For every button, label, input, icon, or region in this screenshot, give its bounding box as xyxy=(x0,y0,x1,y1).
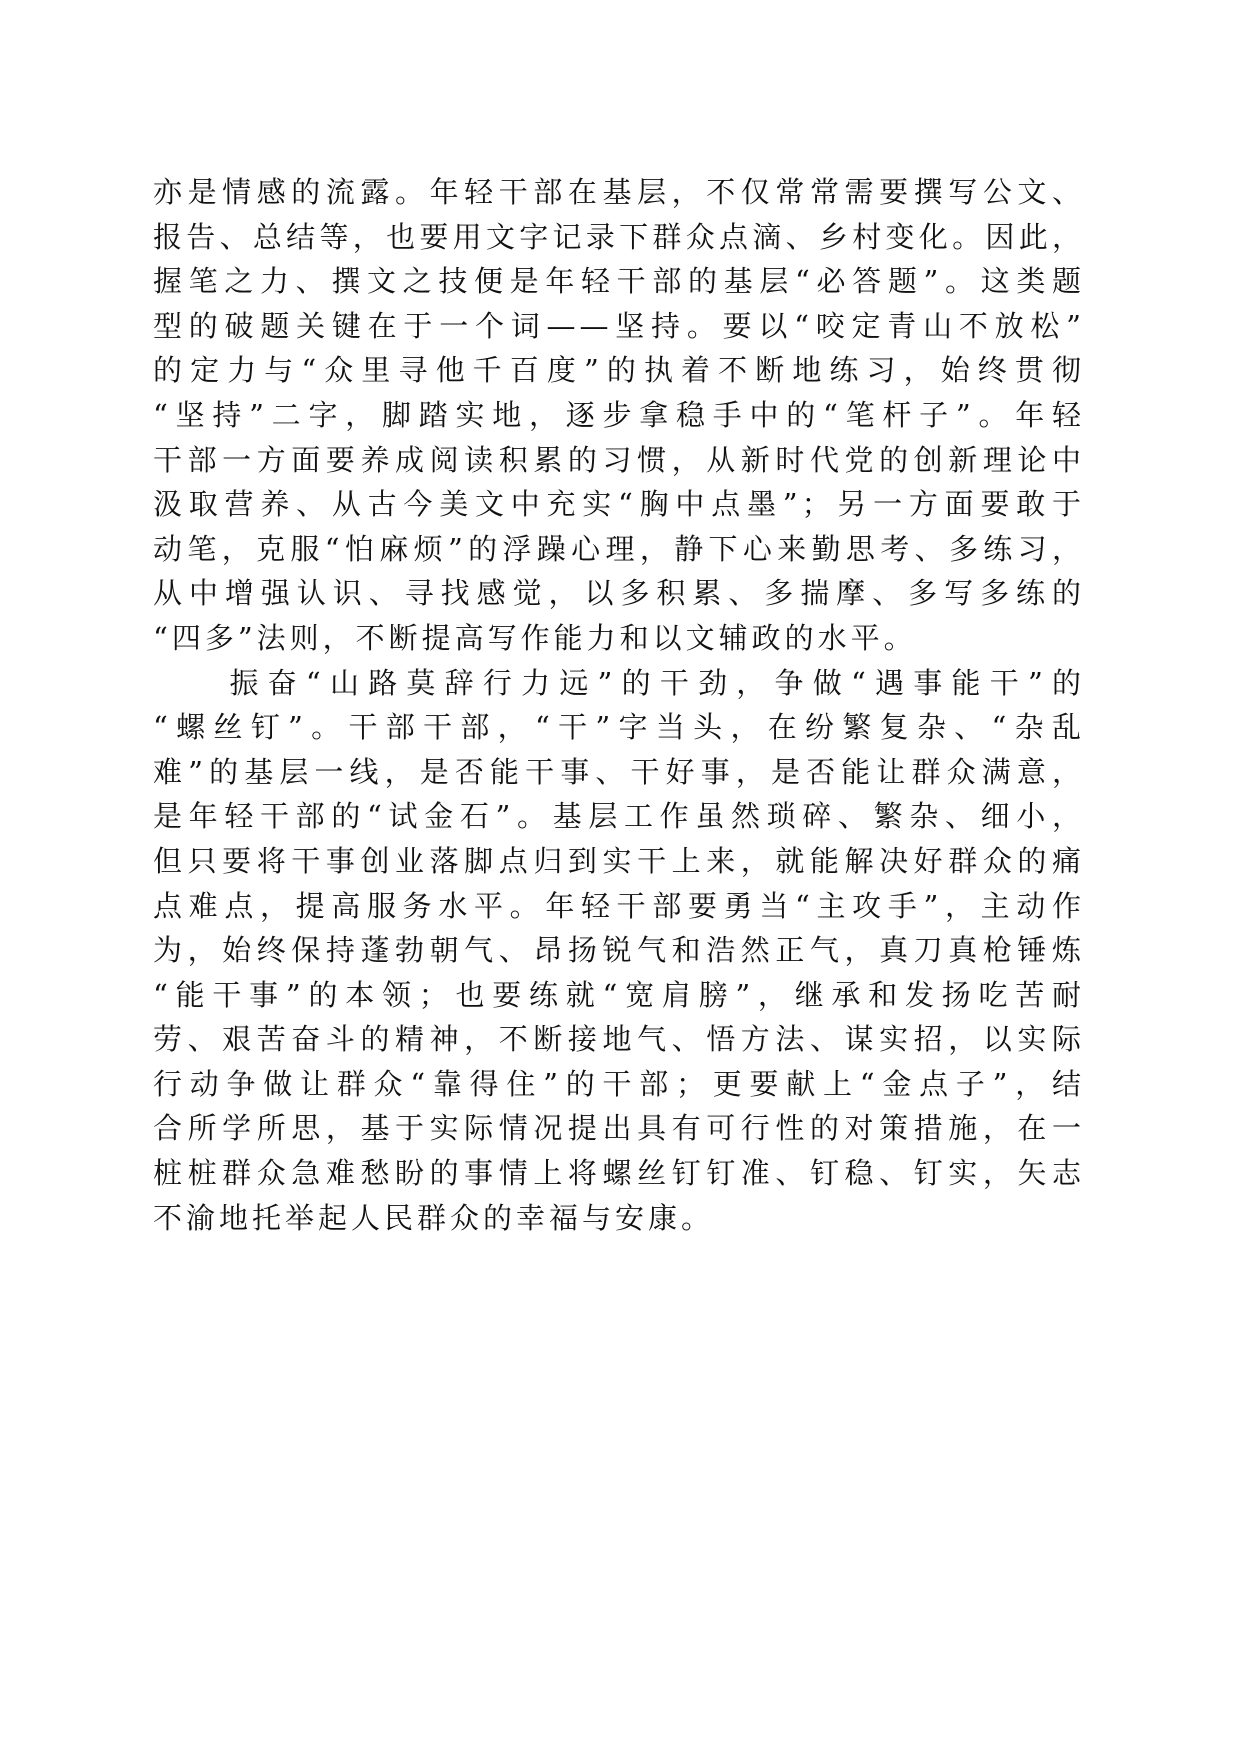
paragraph-line: 为，始终保持蓬勃朝气、昂扬锐气和浩然正气，真刀真枪锤炼 xyxy=(153,933,1085,968)
paragraph-line: 振奋“山路莫辞行力远”的干劲，争做“遇事能干”的 xyxy=(153,665,1085,700)
paragraph-line: 型的破题关键在于一个词——坚持。要以“咬定青山不放松” xyxy=(153,308,1085,343)
paragraph-line: 不渝地托举起人民群众的幸福与安康。 xyxy=(153,1200,715,1235)
paragraph-line: 合所学所思，基于实际情况提出具有可行性的对策措施，在一 xyxy=(153,1111,1085,1146)
paragraph-2 xyxy=(153,661,1085,1241)
paragraph-line: 劳、艰苦奋斗的精神，不断接地气、悟方法、谋实招，以实际 xyxy=(153,1022,1085,1057)
paragraph-line: 报告、总结等，也要用文字记录下群众点滴、乡村变化。因此， xyxy=(153,219,1085,254)
paragraph-line: 从中增强认识、寻找感觉，以多积累、多揣摩、多写多练的 xyxy=(153,576,1085,611)
paragraph-line: “螺丝钉”。干部干部，“干”字当头，在纷繁复杂、“杂乱 xyxy=(153,710,1085,745)
paragraph-line: 握笔之力、撰文之技便是年轻干部的基层“必答题”。这类题 xyxy=(153,264,1085,299)
paragraph-line: 桩桩群众急难愁盼的事情上将螺丝钉钉准、钉稳、钉实，矢志 xyxy=(153,1156,1085,1191)
paragraph-line: 的定力与“众里寻他千百度”的执着不断地练习，始终贯彻 xyxy=(153,353,1085,388)
paragraph-line: “坚持”二字，脚踏实地，逐步拿稳手中的“笔杆子”。年轻 xyxy=(153,397,1085,432)
paragraph-line: 行动争做让群众“靠得住”的干部；更要献上“金点子”，结 xyxy=(153,1066,1085,1101)
paragraph-line: “能干事”的本领；也要练就“宽肩膀”，继承和发扬吃苦耐 xyxy=(153,977,1085,1012)
paragraph-line: 干部一方面要养成阅读积累的习惯，从新时代党的创新理论中 xyxy=(153,442,1085,477)
paragraph-line: 是年轻干部的“试金石”。基层工作虽然琐碎、繁杂、细小， xyxy=(153,799,1085,834)
paragraph-line: “四多”法则，不断提高写作能力和以文辅政的水平。 xyxy=(153,620,917,655)
document-body xyxy=(153,170,1085,1240)
paragraph-line: 难”的基层一线，是否能干事、干好事，是否能让群众满意， xyxy=(153,754,1085,789)
paragraph-line: 但只要将干事创业落脚点归到实干上来，就能解决好群众的痛 xyxy=(153,843,1085,878)
paragraph-line: 汲取营养、从古今美文中充实“胸中点墨”；另一方面要敢于 xyxy=(153,487,1085,522)
paragraph-line: 动笔，克服“怕麻烦”的浮躁心理，静下心来勤思考、多练习， xyxy=(153,531,1085,566)
paragraph-line: 亦是情感的流露。年轻干部在基层，不仅常常需要撰写公文、 xyxy=(153,175,1085,209)
paragraph-line: 点难点，提高服务水平。年轻干部要勇当“主攻手”，主动作 xyxy=(153,888,1085,923)
paragraph-1 xyxy=(153,170,1085,661)
